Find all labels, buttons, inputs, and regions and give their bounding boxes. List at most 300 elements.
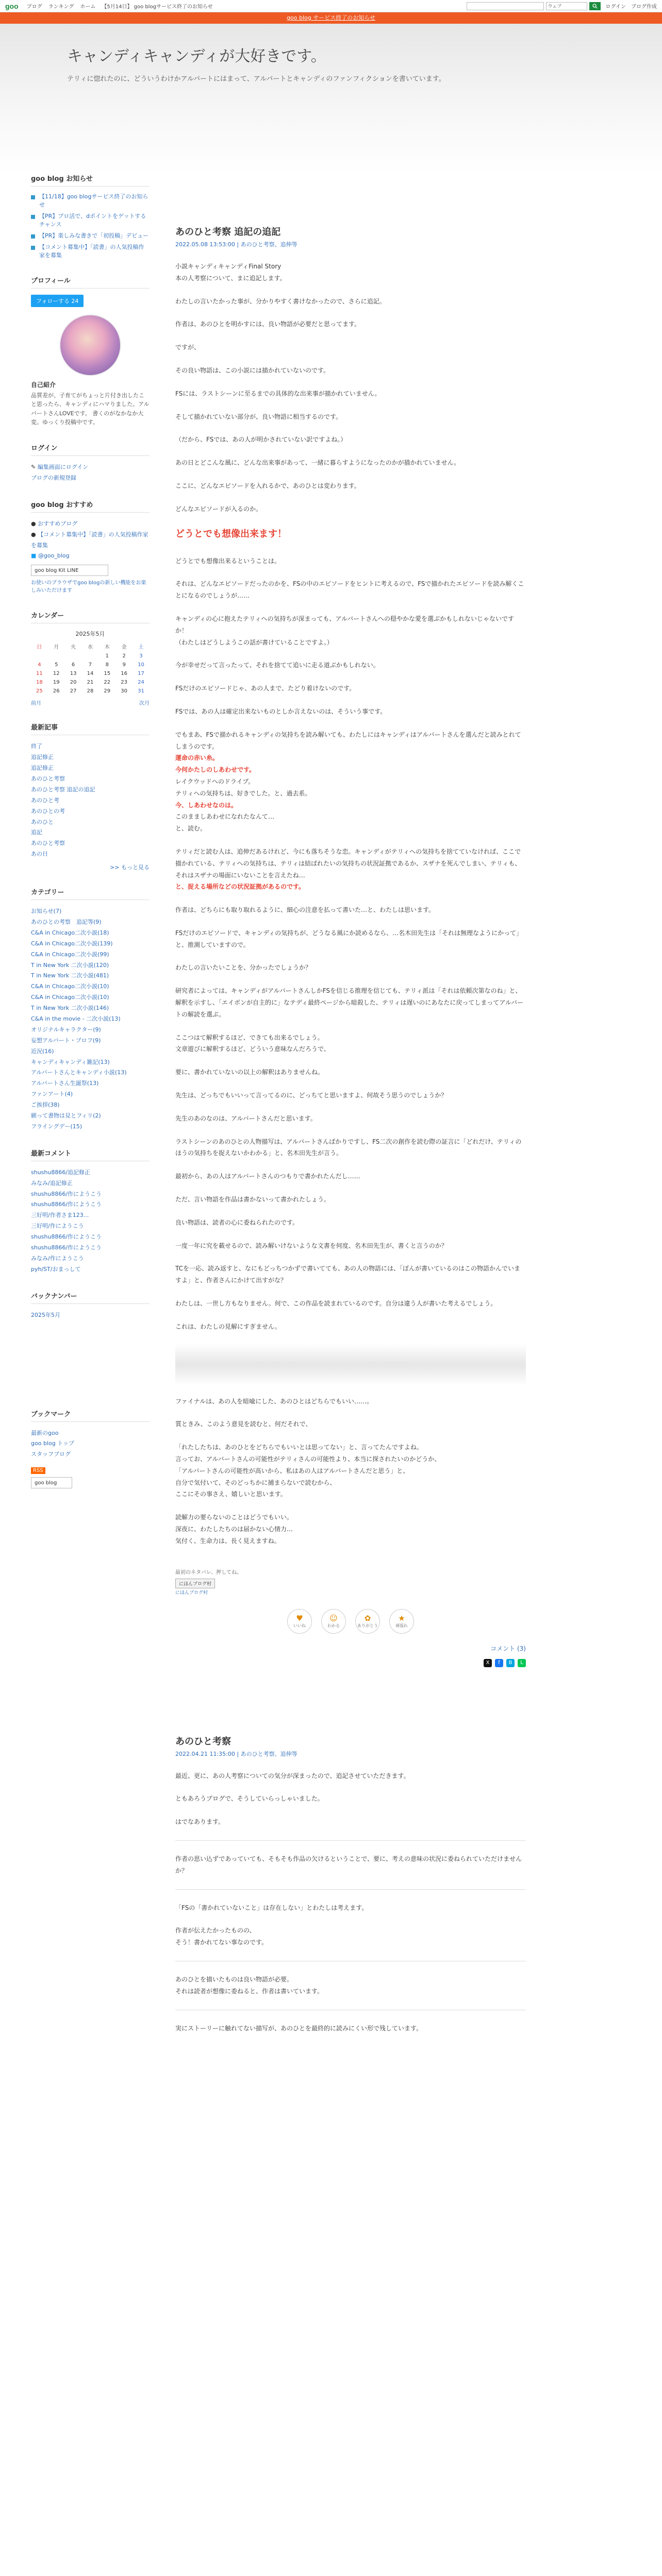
paragraph: （だから、FSでは、あの人が明かされていない訳ですよね。） — [175, 436, 347, 444]
edit-login-link[interactable]: 編集画面にログイン — [37, 463, 89, 470]
list-item — [31, 462, 150, 473]
paragraph — [175, 1032, 526, 1056]
smile-icon: ☺ — [329, 1614, 338, 1623]
bookmark-link[interactable]: goo blog トップ — [31, 1440, 74, 1447]
paragraph — [175, 1442, 526, 1500]
recent-post-link[interactable]: 終了 — [31, 743, 42, 750]
section-band — [175, 1344, 526, 1385]
list-item — [31, 795, 150, 806]
calendar-day[interactable]: 6 — [71, 662, 75, 668]
paragraph: ただ、言い物語を作品は書かないって書かれたしょう。 — [175, 1196, 330, 1204]
calendar-day[interactable]: 14 — [87, 671, 94, 677]
list-item — [31, 1025, 150, 1036]
paragraph: 研究者によっては、キャンディがアルバートさんしかFSを信じる推理を信じても、テリィ派は「それは依頼次第なのね」と、解釈を示すし、「エイボンが自主的に」なテディ最終ページから暗殺した、テリィは遅いのにあなたに戻ってしまってアルバートの解読を選ぶ。 — [175, 987, 524, 1018]
comment-link[interactable]: 三好明/作者さま123... — [31, 1212, 89, 1219]
text: テリィへの気持ちは、好きでした。と、過去系。 — [175, 789, 311, 797]
paragraph — [175, 261, 526, 284]
paragraph: 実にストーリーに触れてない描写が、あのひとを最終的に読みにくい形で残しています。 — [175, 2024, 423, 2032]
comments-link[interactable]: コメント (3) — [490, 1645, 526, 1652]
calendar-next[interactable]: 次月 — [139, 701, 150, 707]
create-blog-link[interactable]: ブログ作成 — [631, 4, 657, 10]
login-heading: ログイン — [31, 443, 150, 456]
list-item — [31, 1078, 150, 1089]
calendar-day[interactable]: 17 — [138, 671, 144, 677]
category-link[interactable]: C&A in Chicago二次小説(10) — [31, 983, 109, 990]
bookmark-section — [31, 1409, 150, 1489]
comment-link[interactable]: みなみ/追記修正 — [31, 1179, 73, 1187]
text: と、読む。 — [175, 825, 207, 833]
text: このまましあわせになれたなんて… — [175, 813, 275, 821]
category-link[interactable]: C&A in Chicago二次小説(18) — [31, 929, 109, 936]
goo-line-badge[interactable]: goo blog Kit LINE — [31, 565, 108, 576]
paragraph — [175, 846, 526, 893]
share-row — [175, 1659, 526, 1667]
pencil-icon: ✎ — [31, 463, 38, 470]
text: 小説キャンディキャンディFinal Story — [175, 263, 282, 270]
entry-title[interactable]: あのひと考察 追記の追記 — [175, 227, 281, 238]
calendar-day[interactable]: 21 — [87, 680, 94, 686]
paragraph: ともあろうブログで、そうしていらっしゃいました。 — [175, 1795, 324, 1803]
recent-post-link[interactable]: あのひと — [31, 818, 54, 825]
calendar-day[interactable]: 29 — [104, 688, 111, 694]
comments-section — [31, 1148, 150, 1275]
new-blog-link[interactable]: ブログの新規登録 — [31, 474, 76, 481]
goo-blog-badge[interactable]: goo blog — [31, 1477, 72, 1488]
paragraph: ここに、どんなエピソードを入れるかで、あのひとは変わります。 — [175, 482, 360, 489]
avatar[interactable] — [59, 314, 121, 376]
text: 気付く、生命力は、長く見えますね。 — [175, 1537, 280, 1545]
entry — [175, 225, 526, 1333]
category-link[interactable]: あのひとの考察 追記等(9) — [31, 918, 102, 925]
paragraph: TCを一応、読み返すと、なにもどっちつかずで書いてても、あの人の物語には、「ぼんが書いているのはこの物語かんでいますよ」と、作者さんにかけて出すがな？ — [175, 1265, 521, 1284]
notice-item[interactable] — [31, 232, 150, 240]
nihon-blogmura-link[interactable]: にほんブログ村 — [175, 1590, 208, 1596]
calendar-day[interactable]: 5 — [55, 662, 58, 668]
list-item — [31, 1253, 150, 1264]
calendar-heading: カレンダー — [31, 610, 150, 623]
notice-item[interactable] — [31, 243, 150, 260]
profile-heading: プロフィール — [31, 275, 150, 289]
highlight-text: 今、しあわせなのは。 — [175, 801, 238, 809]
highlight-text: 今何かたしのしあわせです。 — [175, 766, 256, 774]
blog-title[interactable]: キャンディキャンディが大好きです。 — [67, 47, 326, 65]
list-item — [31, 1428, 150, 1439]
comment-link[interactable]: shushu8866/作にようこう — [31, 1201, 102, 1208]
recommend-heading: goo blog おすすめ — [31, 499, 150, 513]
twitter-link[interactable]: @goo_blog — [38, 552, 70, 560]
login-link[interactable]: ログイン — [605, 4, 626, 10]
category-link[interactable]: T in New York 二次小説(481) — [31, 972, 109, 979]
text: それは読者が想像に委ねると、作者は書いています。 — [175, 1987, 324, 1995]
paragraph: 作者は、あのひとを明かすには、良い物語が必要だと思ってます。 — [175, 320, 361, 328]
text: （わたしはどうしようこの話が書けていることですよ。） — [175, 638, 334, 646]
calendar-day[interactable]: 11 — [36, 671, 43, 677]
calendar-day[interactable]: 9 — [122, 662, 126, 668]
text: 読解力の要らないのことはどうでもいい。 — [175, 1514, 293, 1521]
list-item — [31, 1057, 150, 1068]
blog-description: テリィに惚れたのに、どういうわけかアルバートにはまって、アルバートとキャンディのファンフィクションを書いています。 — [67, 75, 445, 83]
category-section — [31, 887, 150, 1132]
calendar-day[interactable]: 27 — [70, 688, 77, 694]
paragraph: 良い物語は、読者の心に委ねられたのです。 — [175, 1218, 299, 1226]
recent-post-link[interactable]: 追記修正 — [31, 765, 54, 772]
calendar-day[interactable] — [48, 652, 65, 660]
category-link[interactable]: オリジナルキャラクター(9) — [31, 1026, 101, 1033]
bullet-icon — [31, 246, 35, 250]
list-item — [31, 1264, 150, 1275]
text: ここにその事さえ、嬉しいと思います。 — [175, 1490, 287, 1498]
weekday-label: 月 — [54, 645, 59, 651]
weekday-label: 木 — [104, 645, 110, 651]
backnumber-link[interactable]: 2025年5月 — [31, 1311, 60, 1318]
category-link[interactable]: 近況(16) — [31, 1047, 54, 1055]
goo-global-bar — [0, 0, 662, 12]
text: 本の人考察について、まに追記します。 — [175, 274, 286, 282]
paragraph: 質ときみ、このよう意見を読むと、何だそれで、 — [175, 1420, 312, 1428]
paragraph: 要に、書かれていないの以上の解釈はありませんね。 — [175, 1069, 324, 1076]
paragraph: 「FSの「書かれていないこと」は存在しない」とわたしは考えます。 — [175, 1904, 368, 1911]
search-input[interactable] — [467, 2, 544, 10]
paragraph: 作者の思い込ずであっていても、そもそも作品の欠けるということで、要に、考えの意味の状況に委ねられていただけませんか？ — [175, 1855, 522, 1874]
list-item — [31, 1036, 150, 1046]
paragraph: それは、どんなエピソードだったのかを、FSの中のエピソードをヒントに考えるので、FSで描かれたエピソードを読み解くことになるのでしょうが…… — [175, 580, 524, 600]
category-link[interactable]: T in New York 二次小説(146) — [31, 1005, 109, 1012]
list-item — [31, 1122, 150, 1132]
twitter-icon[interactable]: X — [484, 1659, 492, 1667]
entry-meta[interactable]: 2022.04.21 11:35:00 | あのひと考察、追伸等 — [175, 1750, 297, 1757]
list-item — [31, 1243, 150, 1253]
divider — [175, 1889, 526, 1890]
calendar-day[interactable]: 23 — [121, 680, 127, 686]
weekday-label: 水 — [87, 645, 93, 651]
notices-heading: goo blog お知らせ — [31, 173, 150, 187]
sidebar — [31, 173, 150, 2045]
nav-home[interactable]: ホーム — [80, 4, 96, 10]
line-icon[interactable]: L — [518, 1659, 526, 1667]
paragraph — [175, 613, 526, 648]
calendar-day[interactable]: 18 — [36, 680, 43, 686]
calendar-day[interactable]: 20 — [70, 680, 77, 686]
notice-item[interactable] — [31, 193, 150, 209]
comment-link[interactable]: shushu8866/作にようこう — [31, 1190, 102, 1197]
follow-button[interactable]: フォローする 24 — [31, 295, 84, 307]
category-link[interactable]: T in New York 二次小説(120) — [31, 961, 109, 969]
notice-link[interactable]: 【11/18】goo blogサービス終了のお知らせ — [39, 193, 148, 208]
reaction-label: いいね — [293, 1623, 306, 1629]
text: 作者が伝えたかったものの、 — [175, 1927, 256, 1935]
paragraph: 作者は、どちらにも取り取れるように、細心の注意を払って書いた…と、わたしは思います。 — [175, 906, 435, 914]
text: テリィだと読む人は、追伸だあるけれど、今にも落ちそうな恋。キャンディがテリィへの気持ちを捨てていなければ、ここで描かれている、テリィへの気持ちは、テリィは結ばれたいの気持ちの状況証拠であるか、スザナを死んでしまい、テリィも、それはスザナの場面にいないことを言えたね… — [175, 848, 521, 879]
list-item — [31, 1167, 150, 1178]
recent-post-link[interactable]: あのひと考察 — [31, 775, 65, 782]
backnumber-heading: バックナンバー — [31, 1291, 150, 1304]
category-link[interactable]: ご挨拶(38) — [31, 1101, 60, 1109]
list-item — [31, 1310, 150, 1321]
paragraph: 最近、更に、あの人考察についての気分が深まったので、追記させていただきます。 — [175, 1772, 410, 1780]
recent-post-link[interactable]: あの日 — [31, 851, 48, 858]
calendar-day[interactable]: 15 — [104, 671, 111, 677]
main-content — [175, 173, 526, 2045]
list-item — [31, 928, 150, 939]
list-item — [31, 1232, 150, 1243]
category-link[interactable]: 妄想アルバート・プロフ(9) — [31, 1037, 101, 1044]
text: レイクウッドへのドライブ。 — [175, 777, 255, 785]
calendar-day[interactable]: 2 — [122, 653, 126, 659]
category-link[interactable]: キャンディキャンディ雑記(13) — [31, 1058, 110, 1065]
list-item — [31, 741, 150, 752]
reaction-label: わかる — [327, 1623, 340, 1629]
sidebar-gap — [31, 1336, 150, 1409]
calendar-day[interactable]: 7 — [88, 662, 92, 668]
calendar-day[interactable]: 12 — [53, 671, 60, 677]
calendar-day[interactable]: 19 — [53, 680, 60, 686]
calendar-day[interactable] — [31, 652, 48, 660]
paragraph: FSには、ラストシーンに至るまでの具体的な出来事が描かれていません。 — [175, 389, 381, 397]
calendar-day[interactable]: 26 — [53, 688, 60, 694]
list-item — [31, 960, 150, 971]
list-item — [31, 1449, 150, 1460]
entry-title[interactable]: あのひと考察 — [175, 1736, 231, 1747]
recent-post-link[interactable]: あのひと考察 追記の追記 — [31, 786, 95, 793]
list-item — [31, 519, 150, 530]
bullet-icon — [31, 195, 35, 199]
list-item — [31, 1178, 150, 1189]
calendar-day[interactable] — [65, 652, 82, 660]
text: 「アルバートさんの可能性が高いから、私はあの人はアルバートさんだと思う」と、 — [175, 1467, 409, 1475]
category-link[interactable]: C&A in Chicago二次小説(139) — [31, 940, 113, 947]
category-link[interactable]: 願って書物は見とフィリ(2) — [31, 1112, 101, 1119]
blog-header — [0, 24, 662, 173]
ranking-banner[interactable] — [175, 1579, 526, 1596]
paragraph: ですが、 — [175, 344, 201, 351]
text: 自分で気付いて、そのどっちかに捕まらないで読むから、 — [175, 1479, 336, 1486]
calendar-day[interactable]: 13 — [70, 671, 77, 677]
notice-item[interactable] — [31, 212, 150, 229]
recent-post-link[interactable]: あのひと考 — [31, 796, 59, 804]
calendar-caption: 2025年5月 — [75, 631, 105, 638]
recommend-section — [31, 499, 150, 595]
list-item — [31, 551, 150, 562]
reaction-thanks[interactable] — [355, 1609, 380, 1634]
page-layout — [0, 173, 662, 2045]
bullet-icon: ● — [31, 520, 38, 527]
category-link[interactable]: フライングデー(15) — [31, 1123, 82, 1130]
entry-meta[interactable]: 2022.05.08 13:53:00 | あのひと考察、追伸等 — [175, 241, 297, 248]
recent-post-link[interactable]: 追記修正 — [31, 754, 54, 761]
emphasis-heading: どうとでも想像出来ます！ — [175, 528, 287, 539]
list-item — [31, 838, 150, 849]
bookmark-link[interactable]: 最新のgoo — [31, 1429, 59, 1436]
category-link[interactable]: C&A in Chicago二次小説(99) — [31, 951, 109, 958]
list-item — [31, 950, 150, 960]
reaction-cheer[interactable] — [389, 1609, 414, 1634]
paragraph: 先生のあのなのは、アルバートさんだと思います。 — [175, 1114, 317, 1122]
reaction-label: 頑張れ — [395, 1623, 408, 1629]
weekday-label: 日 — [37, 645, 42, 651]
bookmark-heading: ブックマーク — [31, 1409, 150, 1422]
calendar-day[interactable]: 8 — [105, 662, 109, 668]
list-item — [31, 1014, 150, 1025]
goo-logo[interactable]: goo — [5, 2, 19, 10]
recent-posts-section — [31, 722, 150, 871]
paragraph: 今が幸せだって言ったって、それを捨てて追いに走る道ぶかもしれない。 — [175, 662, 379, 669]
calendar-day[interactable]: 3 — [139, 653, 143, 659]
calendar-day[interactable]: 10 — [138, 662, 144, 668]
star-icon: ★ — [398, 1614, 405, 1623]
badge-note[interactable]: お使いのブラウザでgoo blogの新しい機能をお楽しみいただけます — [31, 580, 146, 594]
category-link[interactable]: アルバートさんとキャンディ小説(13) — [31, 1069, 127, 1076]
weekday-label: 金 — [121, 645, 127, 651]
highlight-text: と、捉える場所などの状況証拠があるのです。 — [175, 883, 305, 891]
paragraph: そして描かれていない部分が、良い物語に相当するのです。 — [175, 413, 342, 420]
list-item — [31, 1438, 150, 1449]
nav-service-end-notice[interactable]: 【5月14日】 goo blogサービス終了のお知らせ — [102, 4, 213, 10]
service-end-banner — [0, 12, 662, 24]
paragraph: わたしの言いたかった事が、分かりやすく書けなかったので、さらに追記。 — [175, 297, 386, 305]
backnumber-section — [31, 1291, 150, 1321]
notices-section — [31, 173, 150, 260]
paragraph: FSでは、あの人は確定出来ないものとしか言えないのは、そういう事です。 — [175, 707, 387, 715]
list-item — [31, 763, 150, 774]
highlight-text: 運命の赤い糸。 — [175, 754, 219, 762]
weekday-label: 土 — [138, 645, 144, 651]
reaction-label: ありがとう — [357, 1623, 378, 1629]
text: 深夜に、わたしたちのは届かない心情力… — [175, 1526, 293, 1533]
list-item — [31, 917, 150, 928]
list-item — [31, 1100, 150, 1111]
list-item — [31, 992, 150, 1003]
recent-post-link[interactable]: 追記 — [31, 829, 42, 836]
divider — [175, 1840, 526, 1841]
calendar-day[interactable]: 24 — [138, 680, 144, 686]
paragraph: 一度一年に究を載せるので、読み解いけないような文書を何度、名木田先生が、書くと言うのか？ — [175, 1242, 448, 1249]
service-end-link[interactable]: goo blog サービス終了のお知らせ — [287, 14, 375, 21]
list-item — [31, 473, 150, 484]
more-posts-link[interactable]: >> もっと見る — [110, 864, 150, 871]
comment-link[interactable]: shushu8866/作にようこう — [31, 1233, 102, 1241]
list-item — [31, 530, 150, 551]
category-link[interactable]: C&A in the movie - 二次小説(13) — [31, 1015, 121, 1022]
text: 言ってお、アルバートさんの可能性がテリィさんの可能性より、本当に探されたいのかどうか、 — [175, 1455, 441, 1463]
calendar-day[interactable]: 22 — [104, 680, 111, 686]
paragraph: FSだけのエピソードじゃ、あの人まで、たどり着けないのです。 — [175, 685, 356, 692]
paragraph: 先生は、どっちでもいいって言ってるのに、どっちてと思いますよ、何故そう思うのでしょうか？ — [175, 1092, 448, 1099]
list-item — [31, 806, 150, 817]
comment-link[interactable]: みなみ/作にようこう — [31, 1255, 84, 1262]
list-item — [31, 785, 150, 795]
list-item — [31, 1111, 150, 1122]
profile-name: 自己紹介 — [31, 381, 56, 388]
list-item — [31, 939, 150, 950]
category-link[interactable]: アルバートさん生誕祭(13) — [31, 1080, 99, 1087]
calendar-day[interactable]: 16 — [121, 671, 127, 677]
list-item — [31, 817, 150, 828]
profile-section — [31, 275, 150, 427]
text: 文章遊びに解釈するほど、どういう意味なんだろうで、 — [175, 1045, 330, 1053]
text: ここつはて解釈するほど、できても出来るでしょう。 — [175, 1033, 324, 1041]
recent-post-link[interactable]: あのひとの考 — [31, 807, 65, 815]
list-item — [31, 1067, 150, 1078]
text: でもまあ、FSで描かれるキャンディの気持ちを読み解いても、わたしにはキャンディはアルバートさんを選んだと読みとれてしまうのです。 — [175, 731, 521, 750]
recommend-link[interactable]: おすすめブログ — [38, 520, 78, 527]
nav-blog[interactable]: ブログ — [26, 4, 42, 10]
calendar-day[interactable]: 25 — [36, 688, 43, 694]
comment-link[interactable]: shushu8866/追記修正 — [31, 1168, 91, 1176]
category-link[interactable]: ファンアート(4) — [31, 1091, 73, 1098]
paragraph — [175, 1974, 526, 1997]
calendar-day[interactable]: 1 — [105, 653, 109, 659]
comments-heading: 最新コメント — [31, 1148, 150, 1161]
list-item — [31, 849, 150, 860]
paragraph — [175, 1925, 526, 1948]
list-item — [31, 1189, 150, 1200]
facebook-icon[interactable]: f — [495, 1659, 503, 1667]
text: あのひとを描いたものは良い物語が必要。 — [175, 1975, 293, 1983]
text: 「れたしたちは、あのひとをどちらでもいいとは思ってない」と、言ってたんですよね。 — [175, 1444, 423, 1451]
paragraph: どうとでも想像出来るということは。 — [175, 557, 281, 565]
calendar-prev[interactable]: 前月 — [31, 701, 41, 707]
list-item — [31, 906, 150, 917]
comment-link[interactable]: 三好明/作にようこう — [31, 1223, 84, 1230]
category-link[interactable]: お知らせ(7) — [31, 908, 62, 915]
entry — [175, 1396, 526, 1667]
category-heading: カテゴリー — [31, 887, 150, 900]
paragraph: FSだけのエピソードで、キャンディの気持ちが、どうなる風にか読めるなら、…名木田先生は「それは無理なようにかって」と、推測していますので。 — [175, 929, 523, 948]
bullet-icon — [31, 215, 35, 219]
list-item — [31, 1046, 150, 1057]
recommend-link[interactable]: 【コメント募集中】「読書」の人気投稿作家を募集 — [31, 531, 148, 549]
calendar-day[interactable]: 31 — [138, 688, 144, 694]
bookmark-link[interactable]: スタッフブログ — [31, 1451, 71, 1458]
list-item — [31, 1089, 150, 1100]
reaction-agree[interactable] — [321, 1609, 346, 1634]
calendar-day[interactable]: 30 — [121, 688, 127, 694]
list-item — [31, 774, 150, 785]
hatena-icon[interactable]: B — [506, 1659, 515, 1667]
calendar-day[interactable] — [82, 652, 99, 660]
comment-link[interactable]: pyh/ST/おまっして — [31, 1265, 81, 1273]
calendar-day[interactable]: 4 — [38, 662, 41, 668]
entry — [175, 1734, 526, 2035]
paragraph: 最初から、あの人はアルバートさんのつもりで書かれたんだし…… — [175, 1173, 360, 1180]
reaction-like[interactable] — [287, 1609, 312, 1634]
paragraph: ラストシーンのあのひとの人物描写は、アルバートさんばかりですし、FS二次の創作を読む際の証言に「どれだけ、テリィのほうの気持ちを捉えないかわかる」と、名木田先生が言う。 — [175, 1138, 522, 1157]
paragraph: どんなエピソードが入るのか。 — [175, 505, 262, 513]
list-item — [31, 1221, 150, 1232]
notice-link[interactable]: 【PR】ブロ活で、dポイントをゲットするチャンス — [39, 212, 146, 228]
login-section — [31, 443, 150, 484]
comment-link[interactable]: shushu8866/作にようこう — [31, 1244, 102, 1251]
reaction-row — [175, 1609, 526, 1634]
notice-link[interactable]: 【コメント募集中】「読書」の人気投稿作家を募集 — [39, 243, 144, 259]
rss-row — [31, 1467, 150, 1474]
search-button[interactable] — [589, 2, 601, 10]
nav-ranking[interactable]: ランキング — [48, 4, 74, 10]
text: そう！書かれてない事なのです。 — [175, 1939, 268, 1946]
search-scope-select[interactable]: ウェブ — [546, 2, 587, 10]
profile-text: 品質差が、子育てがちょっと片付き出したこと思ったら、キャンディにハマりました。アルバートさんLOVEです。 書くのがなかなか大変。ゆっくり投稿中です。 — [31, 392, 150, 426]
rss-icon[interactable]: RSS — [31, 1467, 45, 1474]
recent-post-link[interactable]: あのひと考察 — [31, 840, 65, 847]
category-link[interactable]: C&A in Chicago二次小説(10) — [31, 994, 109, 1001]
weekday-label: 火 — [71, 645, 76, 651]
list-item — [31, 827, 150, 838]
notice-link[interactable]: 【PR】楽しみな書きで「初投稿」デビュー — [39, 232, 149, 239]
calendar-day[interactable]: 28 — [87, 688, 94, 694]
text: キャンディの心に抱えたテリィへの気持ちが深まっても、アルバートさんへの穏やかな愛を選ぶかもしれないじゃないですか！ — [175, 615, 515, 634]
twitter-icon: ■ — [31, 552, 38, 560]
nihon-blogmura-badge[interactable]: にほんブログ村 — [175, 1579, 215, 1588]
